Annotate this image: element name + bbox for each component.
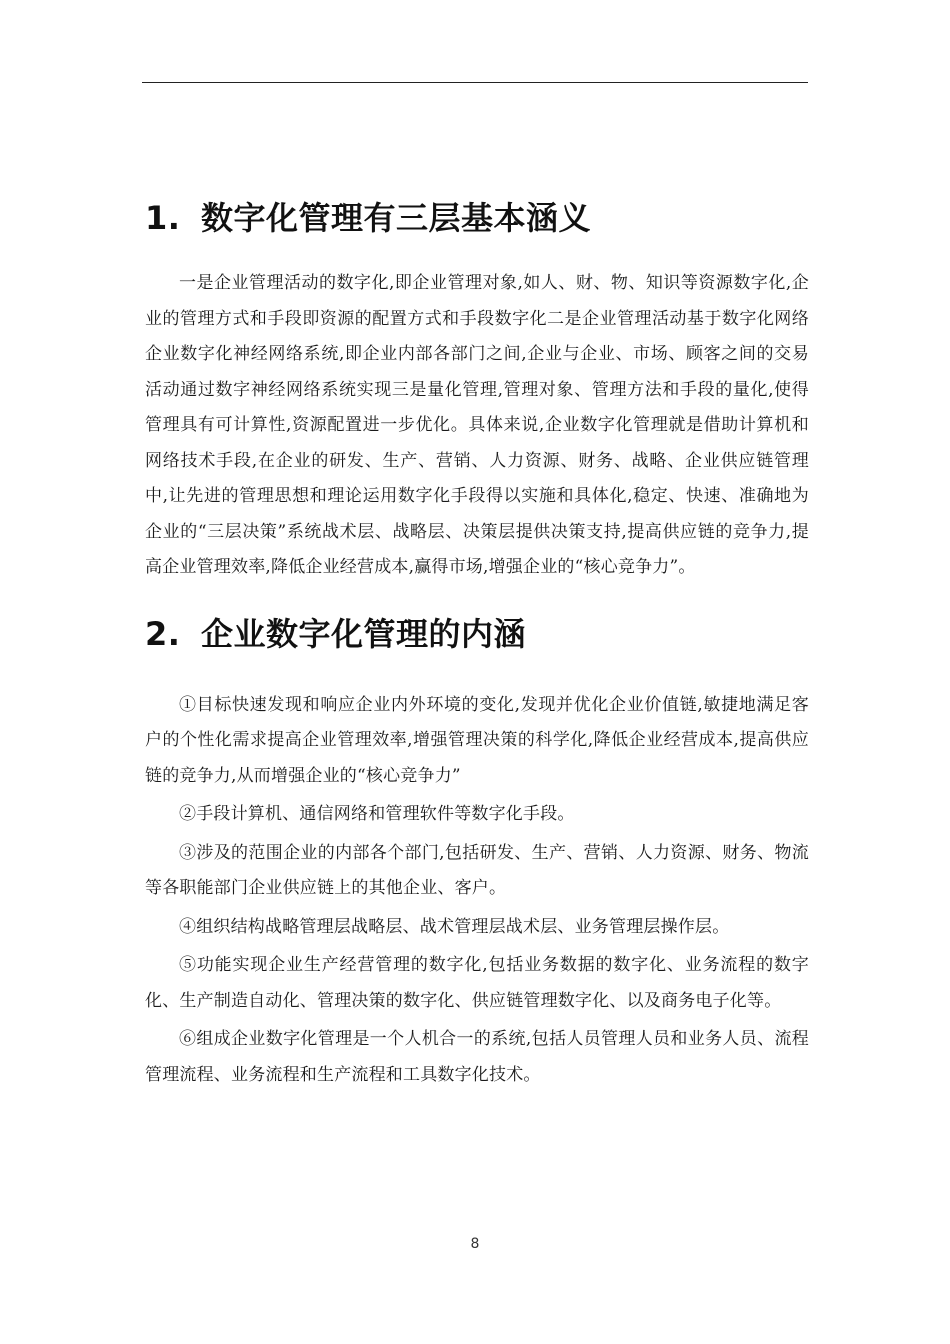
section-heading-2 xyxy=(145,606,809,662)
body-paragraph: 一是企业管理活动的数字化,即企业管理对象,如人、财、物、知识等资源数字化,企业的管理方式和手段即资源的配置方式和手段数字化二是企业管理活动基于数字化网络企业数字化神经网络系统,即企业内部各部门之间,企业与企业、市场、顾客之间的交易活动通过数字神经网络系统实现三是量化管理,管理对象、管理方法和手段的量化,使得管理具有可计算性,资源配置进一步优化。具体来说,企业数字化管理就是借助计算机和网络技术手段,在企业的研发、生产、营销、人力资源、财务、战略、企业供应链管理中,让先进的管理思想和理论运用数字化手段得以实施和具体化,稳定、快速、准确地为企业的“三层决策”系统战术层、战略层、决策层提供决策支持,提高供应链的竞争力,提高企业管理效率,降低企业经营成本,赢得市场,增强企业的“核心竞争力”。 xyxy=(145,273,809,577)
list-item: ②手段计算机、通信网络和管理软件等数字化手段。 xyxy=(179,804,575,824)
section-number: 2. xyxy=(145,614,181,653)
section-title: 数字化管理有三层基本涵义 xyxy=(201,199,592,237)
section-heading-1 xyxy=(145,190,809,246)
page-number: 8 xyxy=(470,1236,480,1252)
list-item: ⑥组成企业数字化管理是一个人机合一的系统,包括人员管理人员和业务人员、流程管理流程、业务流程和生产流程和工具数字化技术。 xyxy=(145,1029,809,1085)
list-item: ⑤功能实现企业生产经营管理的数字化,包括业务数据的数字化、业务流程的数字化、生产制造自动化、管理决策的数字化、供应链管理数字化、以及商务电子化等。 xyxy=(145,955,809,1011)
header-rule xyxy=(142,82,808,83)
section-title: 企业数字化管理的内涵 xyxy=(201,614,527,653)
list-item: ①目标快速发现和响应企业内外环境的变化,发现并优化企业价值链,敏捷地满足客户的个性化需求提高企业管理效率,增强管理决策的科学化,降低企业经营成本,提高供应链的竞争力,从而增强企业的“核心竞争力” xyxy=(145,694,809,786)
connotation-list xyxy=(145,688,809,1094)
section-number: 1. xyxy=(145,199,181,237)
list-item: ③涉及的范围企业的内部各个部门,包括研发、生产、营销、人力资源、财务、物流等各职能部门企业供应链上的其他企业、客户。 xyxy=(145,842,809,898)
list-item: ④组织结构战略管理层战略层、战术管理层战术层、业务管理层操作层。 xyxy=(179,916,730,937)
document-body xyxy=(145,190,809,1096)
